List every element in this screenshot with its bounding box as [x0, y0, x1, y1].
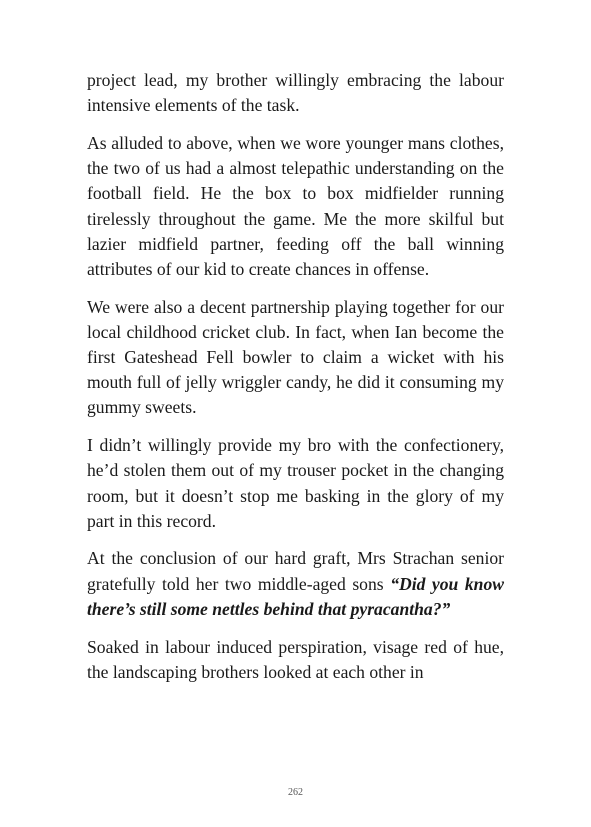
- page-number: 262: [288, 787, 303, 798]
- dialogue-quote: “Did you know there’s still some nettles behind that pyracantha?”: [87, 573, 504, 619]
- body-text: [87, 68, 504, 697]
- paragraph-5: [87, 546, 504, 622]
- paragraph-2: As alluded to above, when we wore younger mans clothes, the two of us had a almost telepathic understanding on the football field. He the box to box midfielder running tirelessly throughout the game. Me the more skilful but lazier midfield partner, feeding off the ball winning attributes of our kid to create chances in offense.: [87, 132, 504, 279]
- paragraph-1: project lead, my brother willingly embracing the labour intensive elements of the task.: [87, 70, 504, 116]
- paragraph-6: Soaked in labour induced perspiration, visage red of hue, the landscaping brothers looked at each other in: [87, 636, 504, 682]
- paragraph-5-text: At the conclusion of our hard graft, Mrs Strachan senior gratefully told her two middle-aged sons: [87, 548, 504, 594]
- paragraph-4: I didn’t willingly provide my bro with the confectionery, he’d stolen them out of my trouser pocket in the changing room, but it doesn’t stop me basking in the glory of my part in this record.: [87, 435, 504, 531]
- paragraph-3: We were also a decent partnership playing together for our local childhood cricket club. In fact, when Ian become the first Gateshead Fell bowler to claim a wicket with his mouth full of jelly wriggler candy, he did it consuming my gummy sweets.: [87, 296, 504, 418]
